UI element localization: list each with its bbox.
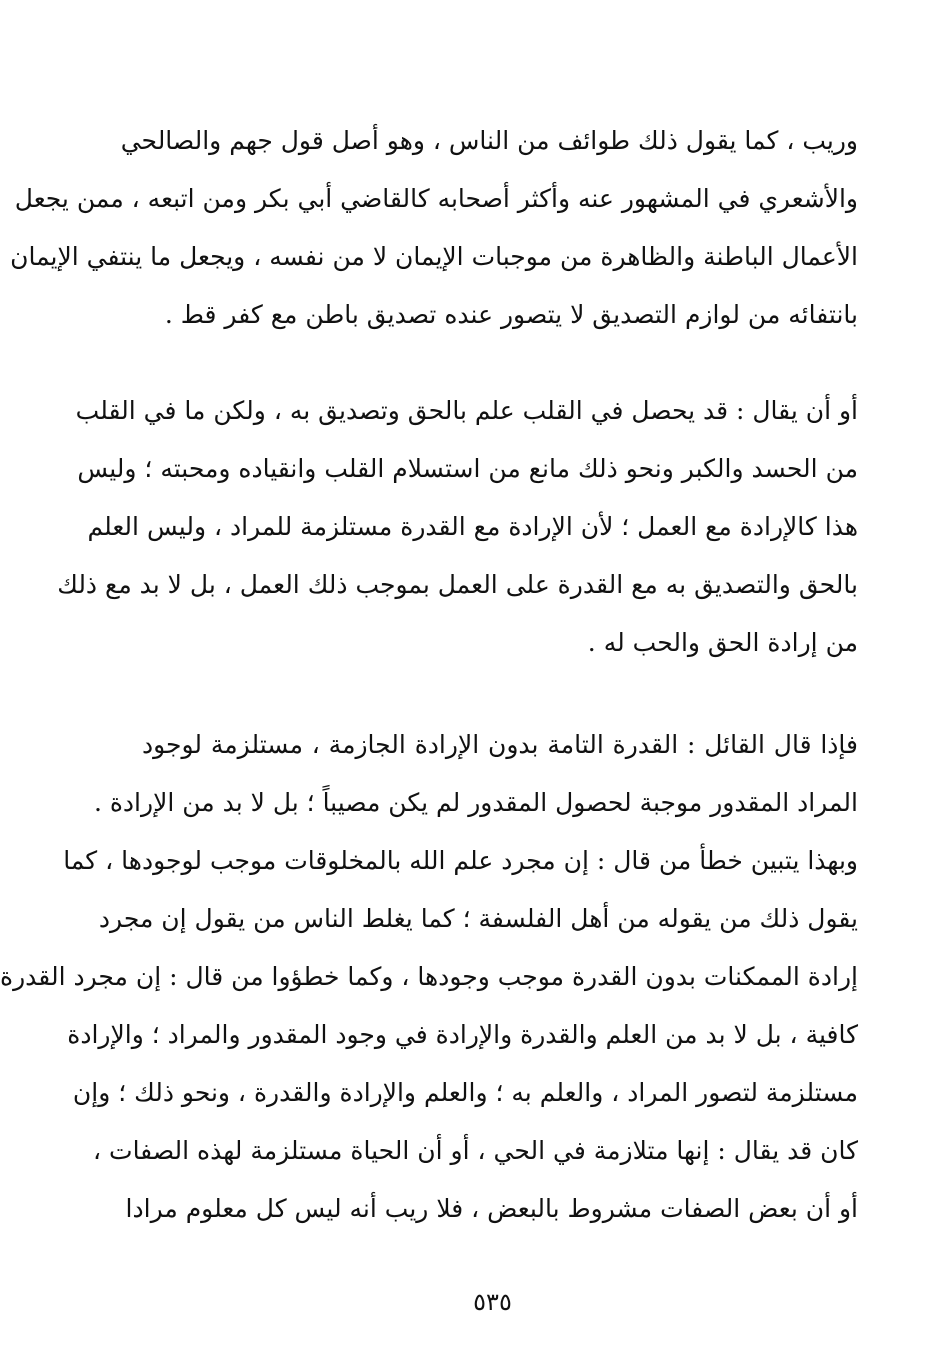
text-line: من إرادة الحق والحب له .	[587, 628, 858, 657]
page-number: ٥٣٥	[473, 1288, 512, 1316]
text-line: بالحق والتصديق به مع القدرة على العمل بموجب ذلك العمل ، بل لا بد مع ذلك	[57, 570, 858, 599]
text-line: وبهذا يتبين خطأ من قال : إن مجرد علم الله بالمخلوقات موجب لوجودها ، كما	[63, 846, 858, 875]
text-line: يقول ذلك من يقوله من أهل الفلسفة ؛ كما يغلط الناس من يقول إن مجرد	[98, 904, 858, 933]
text-line: كان قد يقال : إنها متلازمة في الحي ، أو أن الحياة مستلزمة لهذه الصفات ،	[93, 1136, 858, 1165]
text-line: وريب ، كما يقول ذلك طوائف من الناس ، وهو أصل قول جهم والصالحي	[120, 126, 858, 155]
text-line: أو أن يقال : قد يحصل في القلب علم بالحق وتصديق به ، ولكن ما في القلب	[75, 396, 858, 425]
paragraph-1	[10, 112, 858, 344]
text-line: مستلزمة لتصور المراد ، والعلم به ؛ والعلم والإرادة والقدرة ، ونحو ذلك ؛ وإن	[72, 1078, 858, 1107]
text-line: فإذا قال القائل : القدرة التامة بدون الإرادة الجازمة ، مستلزمة لوجود	[142, 730, 858, 759]
text-line: المراد المقدور موجبة لحصول المقدور لم يكن مصيباً ؛ بل لا بد من الإرادة .	[93, 788, 858, 817]
text-line: من الحسد والكبر ونحو ذلك مانع من استسلام القلب وانقياده ومحبته ؛ وليس	[77, 454, 858, 483]
text-line: إرادة الممكنات بدون القدرة موجب وجودها ، وكما خطؤوا من قال : إن مجرد القدرة	[0, 962, 858, 991]
text-line: والأشعري في المشهور عنه وأكثر أصحابه كالقاضي أبي بكر ومن اتبعه ، ممن يجعل	[14, 184, 858, 213]
text-line: أو أن بعض الصفات مشروط بالبعض ، فلا ريب أنه ليس كل معلوم مرادا	[125, 1194, 858, 1223]
text-line: بانتفائه من لوازم التصديق لا يتصور عنده تصديق باطن مع كفر قط .	[164, 300, 858, 329]
paragraph-3	[0, 716, 858, 1238]
text-line: الأعمال الباطنة والظاهرة من موجبات الإيمان لا من نفسه ، ويجعل ما ينتفي الإيمان	[10, 242, 858, 271]
text-line: هذا كالإرادة مع العمل ؛ لأن الإرادة مع القدرة مستلزمة للمراد ، وليس العلم	[87, 512, 858, 541]
paragraph-2	[57, 382, 858, 672]
text-line: كافية ، بل لا بد من العلم والقدرة والإرادة في وجود المقدور والمراد ؛ والإرادة	[67, 1020, 858, 1049]
